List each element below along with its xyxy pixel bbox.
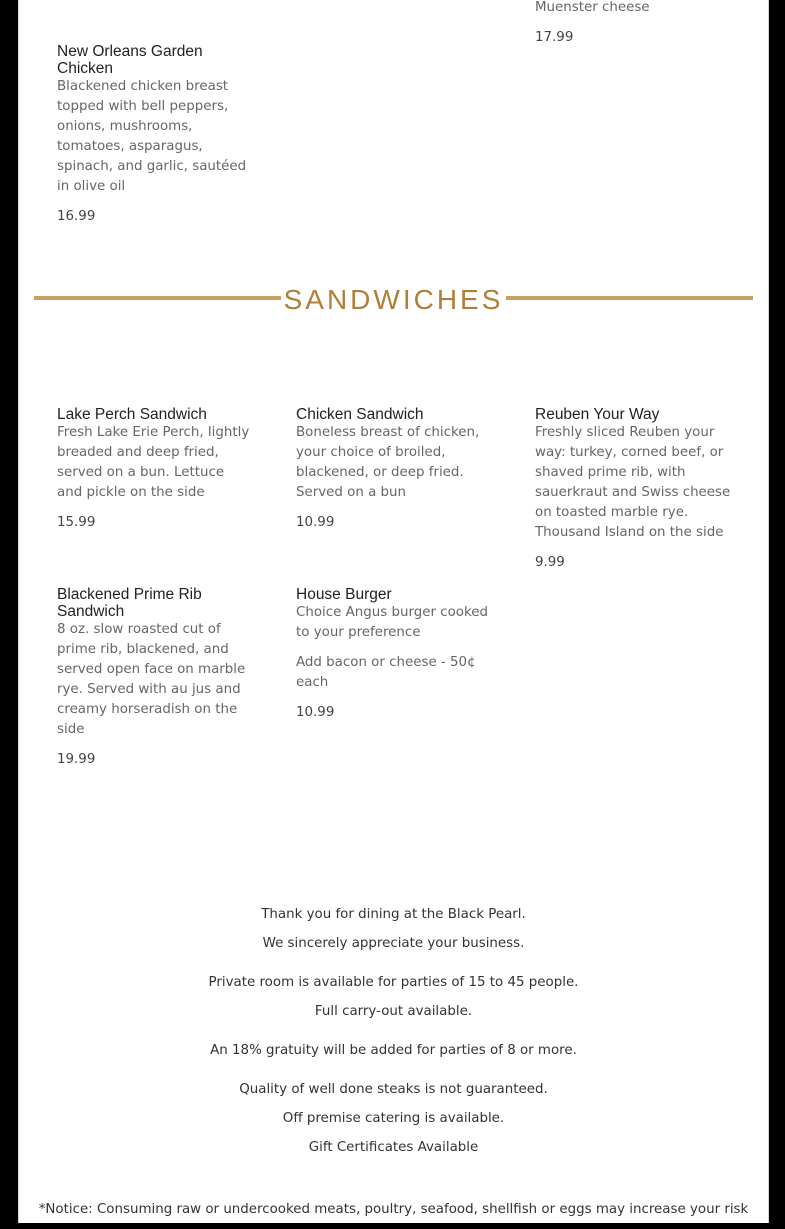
item-price: 15.99 (57, 515, 96, 530)
footer-gift-certificates: Gift Certificates Available (308, 1140, 479, 1155)
menu-footer (19, 900, 768, 1162)
consumption-notice: *Notice: Consuming raw or undercooked meats, poultry, seafood, shellfish or eggs may increase your risk (38, 1202, 749, 1217)
heading-rule-left (34, 296, 281, 300)
footer-steaks: Quality of well done steaks is not guaranteed. (239, 1082, 548, 1097)
section-heading-sandwiches (34, 282, 753, 318)
item-name: House Burger (296, 586, 392, 603)
item-price: 9.99 (535, 555, 565, 570)
item-addon: Add bacon or cheese - 50¢ each (296, 655, 476, 690)
item-name: Chicken Sandwich (296, 406, 424, 423)
menu-item-chicken-sandwich (296, 406, 492, 533)
previous-item-price: 17.99 (535, 30, 574, 45)
footer-appreciate: We sincerely appreciate your business. (262, 936, 525, 951)
item-name: Lake Perch Sandwich (57, 406, 207, 423)
item-price: 16.99 (57, 209, 96, 224)
menu-item-house-burger (296, 586, 492, 723)
item-description: Fresh Lake Erie Perch, lightly breaded and deep fried, served on a bun. Lettuce and pickle on the side (57, 425, 250, 500)
menu-page (18, 0, 769, 1223)
item-description: Freshly sliced Reuben your way: turkey, corned beef, or shaved prime rib, with sauerkraut and Swiss cheese on toasted marble rye. Thousand Island on the side (535, 425, 731, 540)
menu-item-blackened-prime-rib-sandwich (57, 586, 253, 770)
footer-catering: Off premise catering is available. (282, 1111, 505, 1126)
item-description: Boneless breast of chicken, your choice of broiled, blackened, or deep fried. Served on a bun (296, 425, 480, 500)
menu-item-reuben-your-way (535, 406, 731, 573)
bottom-bar (0, 1223, 785, 1229)
item-price: 10.99 (296, 705, 335, 720)
item-description: 8 oz. slow roasted cut of prime rib, blackened, and served open face on marble rye. Served with au jus and creamy horseradish on the side (57, 622, 246, 737)
item-name: New Orleans Garden Chicken (57, 43, 203, 77)
item-price: 19.99 (57, 752, 96, 767)
footer-gratuity: An 18% gratuity will be added for parties of 8 or more. (210, 1043, 577, 1058)
footer-thanks: Thank you for dining at the Black Pearl. (261, 907, 526, 922)
item-name: Reuben Your Way (535, 406, 660, 423)
menu-item-new-orleans-garden-chicken (57, 43, 253, 227)
menu-item-lake-perch-sandwich (57, 406, 253, 533)
previous-item-description-tail: Muenster cheese (535, 0, 650, 15)
item-description: Choice Angus burger cooked to your preference (296, 605, 488, 640)
heading-rule-right (506, 296, 753, 300)
item-name: Blackened Prime Rib Sandwich (57, 586, 202, 620)
item-price: 10.99 (296, 515, 335, 530)
section-title: SANDWICHES (283, 284, 504, 315)
footer-private-room: Private room is available for parties of 15 to 45 people. (208, 975, 579, 990)
item-description: Blackened chicken breast topped with bell peppers, onions, mushrooms, tomatoes, asparagus, spinach, and garlic, sautéed in olive oil (57, 79, 247, 194)
footer-carry-out: Full carry-out available. (314, 1004, 473, 1019)
